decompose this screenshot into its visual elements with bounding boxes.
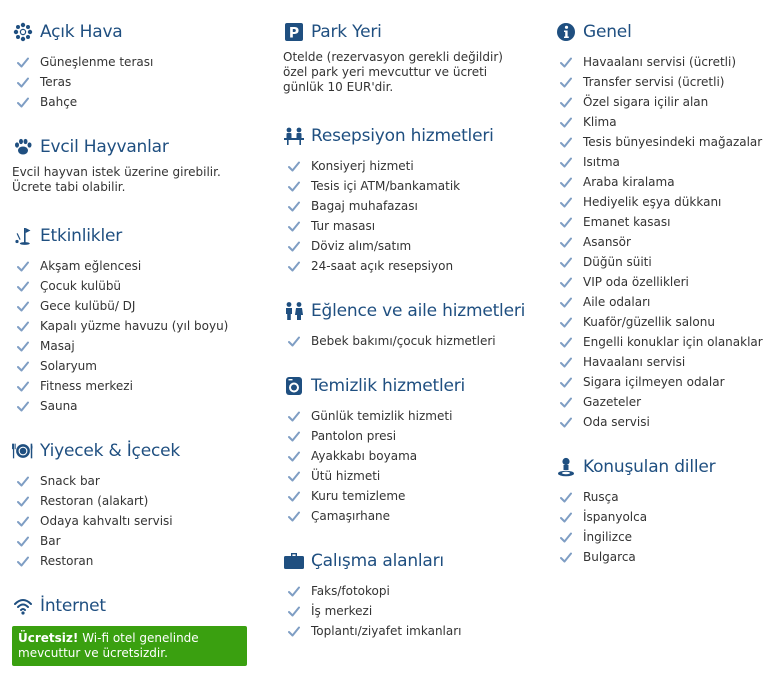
check-icon [16, 95, 30, 109]
check-icon [559, 530, 573, 544]
section-header [12, 135, 262, 159]
check-icon [287, 429, 301, 443]
section-genel [555, 20, 763, 432]
amenity-item [283, 601, 533, 621]
section-title: Temizlik hizmetleri [311, 376, 466, 396]
section-park-yeri [283, 20, 533, 95]
section-description: Otelde (rezervasyon gerekli değildir) özel park yeri mevcuttur ve ücreti günlük 10 EUR'dir. [283, 50, 503, 94]
amenity-label: Bar [40, 534, 61, 548]
section-header [283, 549, 533, 573]
amenity-label: Özel sigara içilir alan [583, 95, 709, 109]
amenity-item [555, 547, 760, 567]
check-icon [16, 299, 30, 313]
section-etkinlikler [12, 224, 262, 416]
section-header [555, 20, 760, 44]
check-icon [559, 355, 573, 369]
amenity-item [12, 72, 262, 92]
amenity-item [555, 72, 760, 92]
amenity-item [555, 232, 760, 252]
section-konusulan-diller [555, 455, 760, 567]
amenity-label: Araba kiralama [583, 175, 675, 189]
check-icon [16, 399, 30, 413]
section-title: Yiyecek & İçecek [40, 441, 181, 461]
amenity-item [555, 352, 760, 372]
paw-icon [12, 136, 34, 158]
sun-icon [12, 21, 34, 43]
section-resepsiyon [283, 124, 533, 276]
amenity-item [555, 332, 763, 352]
check-icon [559, 490, 573, 504]
amenity-label: Ütü hizmeti [311, 469, 381, 483]
amenity-list [12, 52, 262, 112]
check-icon [559, 275, 573, 289]
amenity-item [12, 551, 262, 571]
amenity-item [555, 252, 760, 272]
section-title: Konuşulan diller [583, 457, 716, 477]
amenity-item [12, 471, 262, 491]
check-icon [16, 279, 30, 293]
wifi-icon [12, 595, 34, 617]
amenity-item [555, 152, 760, 172]
amenity-item [555, 412, 760, 432]
amenity-label: Günlük temizlik hizmeti [311, 409, 453, 423]
amenity-item [12, 256, 262, 276]
amenity-label: Emanet kasası [583, 215, 671, 229]
section-header [283, 299, 533, 323]
check-icon [559, 75, 573, 89]
amenity-label: Kuru temizleme [311, 489, 406, 503]
amenity-label: Restoran [40, 554, 94, 568]
amenity-item [555, 392, 760, 412]
amenity-label: Transfer servisi (ücretli) [583, 75, 725, 89]
amenity-item [12, 356, 262, 376]
section-title: Çalışma alanları [311, 551, 444, 571]
washer-icon [283, 375, 305, 397]
check-icon [287, 159, 301, 173]
amenity-label: Akşam eğlencesi [40, 259, 142, 273]
section-title: Etkinlikler [40, 226, 123, 246]
section-internet [12, 594, 262, 666]
amenity-label: Hediyelik eşya dükkanı [583, 195, 722, 209]
badge-text: Wi-fi otel genelinde mevcuttur ve ücretsizdir. [18, 631, 199, 660]
check-icon [287, 199, 301, 213]
check-icon [287, 334, 301, 348]
section-title: Genel [583, 22, 632, 42]
amenity-item [283, 621, 533, 641]
amenity-item [555, 112, 760, 132]
amenity-label: Engelli konuklar için olanaklar [583, 335, 763, 349]
amenity-label: Oda servisi [583, 415, 650, 429]
amenity-label: Ayakkabı boyama [311, 449, 418, 463]
free-wifi-badge [12, 626, 247, 666]
amenity-label: Isıtma [583, 155, 620, 169]
amenity-label: Pantolon presi [311, 429, 397, 443]
amenity-item [283, 256, 533, 276]
amenity-label: Asansör [583, 235, 631, 249]
amenity-label: Klima [583, 115, 617, 129]
amenity-label: Odaya kahvaltı servisi [40, 514, 173, 528]
amenity-label: Sauna [40, 399, 78, 413]
amenity-label: Bagaj muhafazası [311, 199, 418, 213]
amenity-item [283, 486, 533, 506]
amenity-list [555, 52, 763, 432]
amenity-label: Teras [40, 75, 72, 89]
amenity-label: Toplantı/ziyafet imkanları [311, 624, 462, 638]
amenity-label: Sigara içilmeyen odalar [583, 375, 725, 389]
check-icon [559, 255, 573, 269]
amenity-label: Bahçe [40, 95, 78, 109]
amenity-item [283, 446, 533, 466]
amenity-list [283, 156, 533, 276]
section-eglence-aile [283, 299, 533, 351]
section-title: Evcil Hayvanlar [40, 137, 169, 157]
section-evcil-hayvanlar [12, 135, 262, 195]
section-header [283, 124, 533, 148]
reception-icon [283, 125, 305, 147]
amenity-item [555, 192, 760, 212]
amenity-item [555, 272, 760, 292]
amenity-item [283, 466, 533, 486]
check-icon [16, 514, 30, 528]
check-icon [559, 315, 573, 329]
amenity-item [283, 216, 533, 236]
check-icon [16, 474, 30, 488]
amenity-item [12, 52, 262, 72]
amenity-label: Çocuk kulübü [40, 279, 122, 293]
check-icon [16, 359, 30, 373]
check-icon [287, 179, 301, 193]
check-icon [559, 155, 573, 169]
amenity-list [12, 471, 262, 571]
amenity-label: Çamaşırhane [311, 509, 391, 523]
check-icon [287, 604, 301, 618]
section-header [12, 224, 262, 248]
check-icon [559, 195, 573, 209]
check-icon [287, 259, 301, 273]
amenity-label: Rusça [583, 490, 619, 504]
amenity-item [283, 176, 533, 196]
amenity-label: İş merkezi [311, 604, 373, 618]
info-icon [555, 21, 577, 43]
amenity-item [12, 296, 262, 316]
section-header [555, 455, 760, 479]
check-icon [559, 95, 573, 109]
amenity-label: Faks/fotokopi [311, 584, 390, 598]
amenity-label: İngilizce [583, 530, 633, 544]
amenity-item [283, 156, 533, 176]
check-icon [287, 584, 301, 598]
section-temizlik [283, 374, 533, 526]
amenity-item [12, 92, 262, 112]
section-title: Açık Hava [40, 22, 123, 42]
amenity-label: 24-saat açık resepsiyon [311, 259, 454, 273]
amenity-label: Gece kulübü/ DJ [40, 299, 136, 313]
check-icon [287, 469, 301, 483]
check-icon [16, 339, 30, 353]
check-icon [16, 55, 30, 69]
check-icon [287, 219, 301, 233]
amenity-item [283, 406, 533, 426]
amenity-list [555, 487, 760, 567]
amenity-item [12, 511, 262, 531]
check-icon [559, 115, 573, 129]
speaker-icon [555, 456, 577, 478]
check-icon [559, 295, 573, 309]
check-icon [559, 235, 573, 249]
section-header [283, 374, 533, 398]
amenity-item [555, 52, 760, 72]
amenity-item [283, 236, 533, 256]
plate-icon [12, 440, 34, 462]
section-description: Evcil hayvan istek üzerine girebilir. Ücrete tabi olabilir. [12, 165, 221, 194]
section-header [12, 20, 262, 44]
check-icon [559, 415, 573, 429]
amenity-label: Bebek bakımı/çocuk hizmetleri [311, 334, 496, 348]
check-icon [16, 75, 30, 89]
amenity-label: Gazeteler [583, 395, 642, 409]
check-icon [559, 510, 573, 524]
amenity-item [555, 312, 760, 332]
amenity-label: Aile odaları [583, 295, 651, 309]
section-title: Eğlence ve aile hizmetleri [311, 301, 526, 321]
amenity-item [12, 376, 262, 396]
check-icon [16, 379, 30, 393]
check-icon [16, 494, 30, 508]
amenity-list [283, 581, 533, 641]
check-icon [287, 449, 301, 463]
check-icon [287, 409, 301, 423]
svg-text:P: P [288, 25, 300, 42]
check-icon [559, 375, 573, 389]
amenity-list [12, 256, 262, 416]
check-icon [559, 395, 573, 409]
amenity-label: Bulgarca [583, 550, 636, 564]
family-icon [283, 300, 305, 322]
amenity-label: Havaalanı servisi [583, 355, 686, 369]
section-title: İnternet [40, 596, 106, 616]
check-icon [16, 554, 30, 568]
section-header [283, 20, 533, 44]
amenity-item [555, 292, 760, 312]
amenity-label: Güneşlenme terası [40, 55, 154, 69]
section-calisma-alanlari [283, 549, 533, 641]
check-icon [287, 239, 301, 253]
golf-icon [12, 225, 34, 247]
amenity-item [12, 396, 262, 416]
amenity-item [12, 336, 262, 356]
amenity-label: Tesis bünyesindeki mağazalar [583, 135, 763, 149]
amenity-label: Tur masası [311, 219, 376, 233]
amenity-item [555, 487, 760, 507]
amenity-label: Kuaför/güzellik salonu [583, 315, 715, 329]
amenity-label: Fitness merkezi [40, 379, 133, 393]
check-icon [559, 215, 573, 229]
amenity-label: Tesis içi ATM/bankamatik [311, 179, 461, 193]
amenity-item [12, 491, 262, 511]
amenity-item [555, 527, 760, 547]
amenity-item [283, 331, 533, 351]
amenity-item [283, 196, 533, 216]
parking-icon [283, 21, 305, 43]
section-header [12, 594, 262, 618]
amenity-item [555, 507, 760, 527]
check-icon [559, 335, 573, 349]
amenity-label: Masaj [40, 339, 75, 353]
amenity-item [555, 372, 760, 392]
check-icon [16, 534, 30, 548]
amenity-list [283, 331, 533, 351]
section-header [12, 439, 262, 463]
briefcase-icon [283, 550, 305, 572]
amenity-label: Döviz alım/satım [311, 239, 412, 253]
amenity-label: Solaryum [40, 359, 97, 373]
amenity-item [555, 92, 760, 112]
amenity-item [12, 276, 262, 296]
amenity-label: İspanyolca [583, 510, 648, 524]
section-title: Resepsiyon hizmetleri [311, 126, 494, 146]
section-title: Park Yeri [311, 22, 382, 42]
section-acik-hava [12, 20, 262, 112]
amenity-label: Restoran (alakart) [40, 494, 149, 508]
amenity-item [555, 212, 760, 232]
check-icon [559, 175, 573, 189]
amenity-label: Düğün süiti [583, 255, 652, 269]
amenity-label: Konsiyerj hizmeti [311, 159, 414, 173]
amenity-list [283, 406, 533, 526]
check-icon [287, 509, 301, 523]
amenity-label: VIP oda özellikleri [583, 275, 689, 289]
check-icon [16, 259, 30, 273]
amenity-item [12, 316, 262, 336]
check-icon [16, 319, 30, 333]
amenity-label: Kapalı yüzme havuzu (yıl boyu) [40, 319, 229, 333]
section-yiyecek-icecek [12, 439, 262, 571]
amenity-label: Havaalanı servisi (ücretli) [583, 55, 737, 69]
amenity-label: Snack bar [40, 474, 100, 488]
amenity-item [555, 132, 763, 152]
check-icon [559, 135, 573, 149]
badge-strong: Ücretsiz! [18, 631, 79, 645]
check-icon [559, 55, 573, 69]
check-icon [287, 624, 301, 638]
check-icon [287, 489, 301, 503]
amenity-item [555, 172, 760, 192]
amenity-item [283, 506, 533, 526]
amenity-item [12, 531, 262, 551]
amenity-item [283, 426, 533, 446]
check-icon [559, 550, 573, 564]
amenity-item [283, 581, 533, 601]
